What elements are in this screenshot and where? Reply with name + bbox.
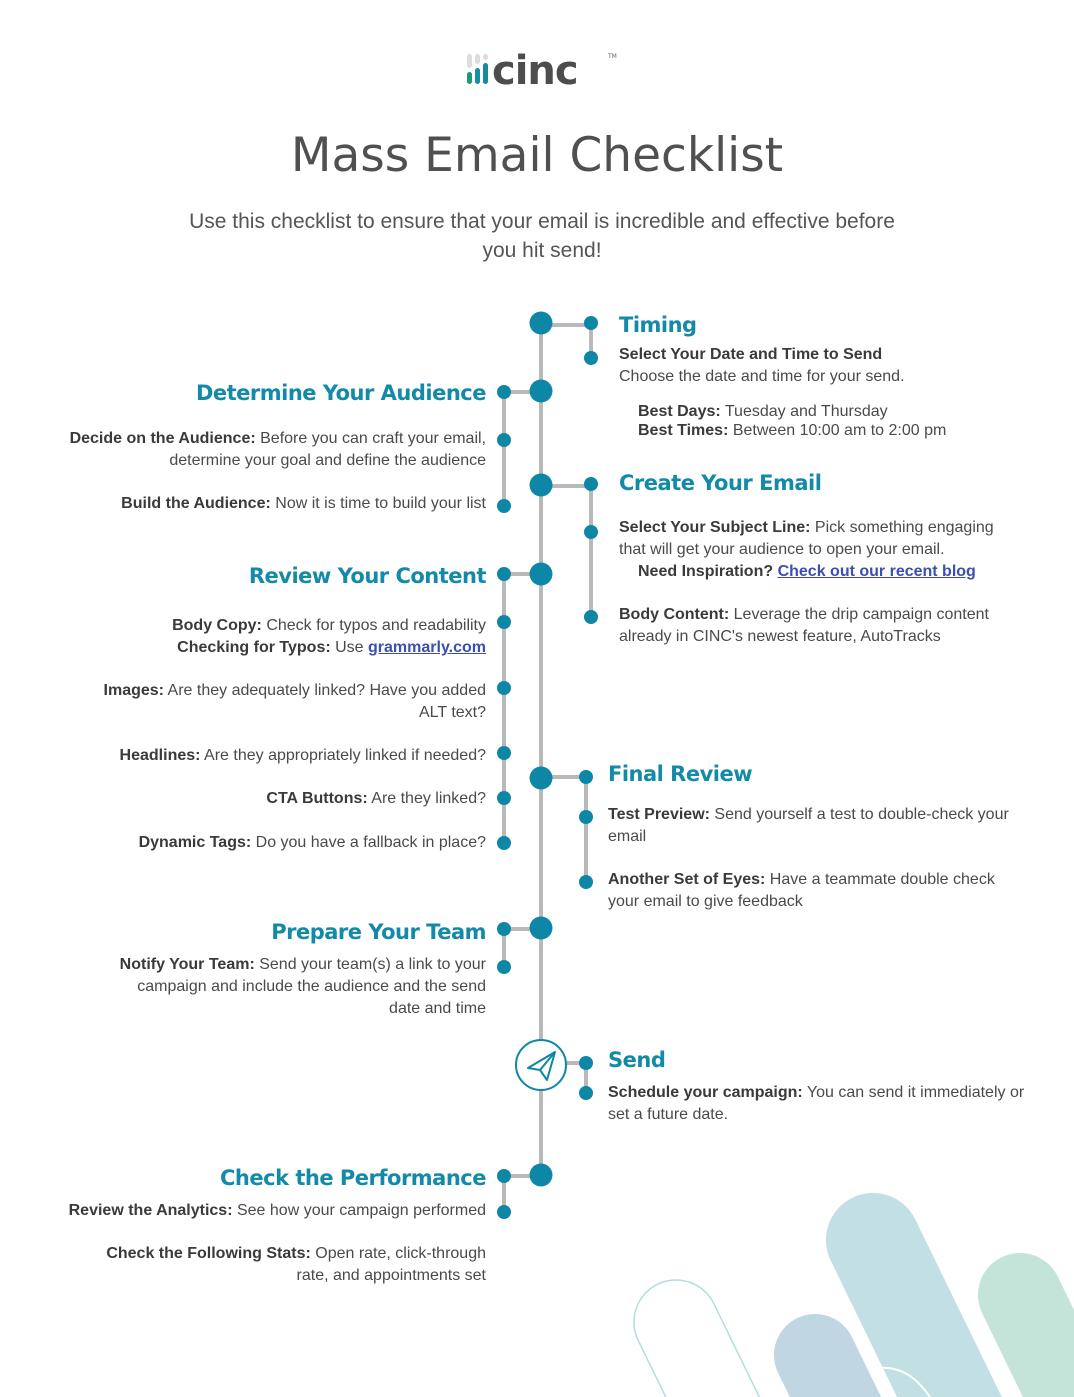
timing-heading: Timing — [619, 313, 697, 337]
final-heading: Final Review — [608, 762, 753, 786]
review-item: Dynamic Tags: Do you have a fallback in place? — [138, 834, 486, 851]
review-heading: Review Your Content — [248, 564, 486, 588]
review-item: Body Copy: Check for typos and readability Checking for Typos: Use grammarly.com — [172, 617, 486, 656]
create-inspiration: Need Inspiration? Check out our recent blog — [638, 563, 976, 580]
timing-item: Select Your Date and Time to Send Choose the date and time for your send. — [619, 346, 905, 385]
final-item: Another Set of Eyes: Have a teammate double check your email to give feedback — [608, 871, 995, 910]
blog-link[interactable]: Check out our recent blog — [777, 563, 976, 580]
cinc-logo — [466, 48, 626, 92]
team-item: Notify Your Team: Send your team(s) a link to your campaign and include the audience and the send date and time — [119, 956, 486, 1017]
page-title: Mass Email Checklist — [290, 128, 784, 183]
timing-best: Best Days: Tuesday and Thursday Best Times: Between 10:00 am to 2:00 pm — [638, 403, 947, 439]
grammarly-link[interactable]: grammarly.com — [368, 639, 486, 656]
audience-item: Build the Audience: Now it is time to build your list — [121, 495, 486, 512]
review-item: Images: Are they adequately linked? Have you added ALT text? — [103, 682, 486, 721]
final-item: Test Preview: Send yourself a test to double-check your email — [608, 806, 1009, 845]
svg-text:TM: TM — [608, 53, 617, 60]
review-item: CTA Buttons: Are they linked? — [266, 790, 486, 807]
performance-heading: Check the Performance — [220, 1166, 486, 1190]
audience-item: Decide on the Audience: Before you can craft your email, determine your goal and define the audience — [69, 430, 486, 469]
create-heading: Create Your Email — [619, 471, 822, 495]
performance-item: Review the Analytics: See how your campaign performed — [68, 1202, 486, 1219]
send-item: Schedule your campaign: You can send it immediately or set a future date. — [608, 1084, 1025, 1123]
review-item: Headlines: Are they appropriately linked if needed? — [119, 747, 486, 764]
audience-heading: Determine Your Audience — [195, 381, 486, 405]
create-item: Select Your Subject Line: Pick something engaging that will get your audience to open your email. — [619, 519, 994, 558]
team-heading: Prepare Your Team — [271, 920, 486, 944]
performance-item: Check the Following Stats: Open rate, click-through rate, and appointments set — [106, 1245, 486, 1284]
create-item: Body Content: Leverage the drip campaign content already in CINC's newest feature, AutoTracks — [619, 606, 989, 645]
paper-plane-icon — [516, 1040, 566, 1090]
svg-text:cinc: cinc — [492, 48, 578, 92]
page-subtitle: Use this checklist to ensure that your email is incredible and effective before you hit send! — [189, 210, 895, 262]
send-heading: Send — [608, 1048, 666, 1072]
